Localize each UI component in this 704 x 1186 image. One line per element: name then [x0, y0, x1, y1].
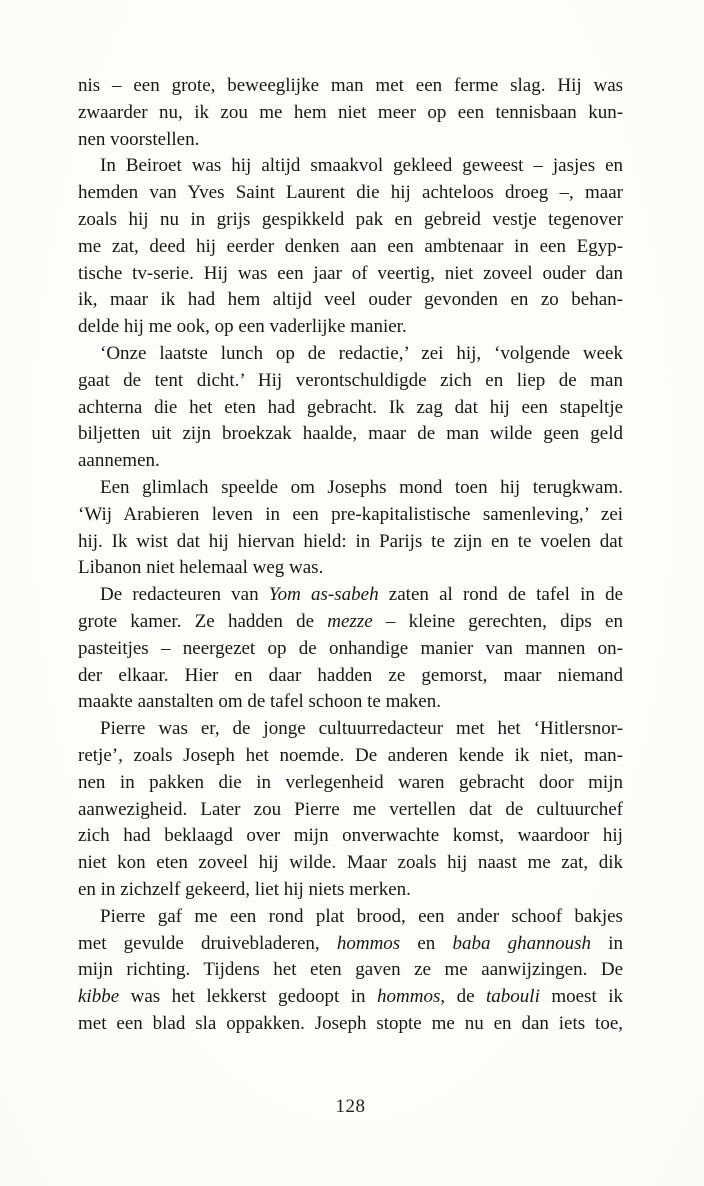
text-line: De redacteuren van Yom as-sabeh zaten al rond de tafel in de: [100, 584, 624, 606]
text-line: hij. Ik wist dat hij hiervan hield: in Parijs te zijn en te voelen dat: [78, 530, 623, 552]
text-line: zoals hij nu in grijs gespikkeld pak en gebreid vestje tegenover: [78, 208, 624, 230]
text-line: In Beiroet was hij altijd smaakvol gekleed geweest – jasjes en: [100, 155, 624, 177]
text-line: ‘Onze laatste lunch op de redactie,’ zei hij, ‘volgende week: [100, 342, 623, 364]
text-line: Pierre gaf me een rond plat brood, een ander schoof bakjes: [100, 905, 623, 927]
text-line: nen voorstellen.: [78, 128, 200, 150]
text-line: niet kon eten zoveel hij wilde. Maar zoals hij naast me zat, dik: [78, 852, 624, 874]
text-line: retje’, zoals Joseph het noemde. De anderen kende ik niet, man-: [78, 744, 624, 766]
page-number: 128: [335, 1096, 366, 1117]
text-line: gaat de tent dicht.’ Hij verontschuldigde zich en liep de man: [78, 369, 623, 391]
text-line: zich had beklaagd over mijn onverwachte komst, waardoor hij: [78, 825, 623, 847]
text-block: [78, 73, 623, 1038]
text-line: en in zichzelf gekeerd, liet hij niets merken.: [78, 878, 411, 900]
text-line: grote kamer. Ze hadden de mezze – kleine gerechten, dips en: [78, 610, 623, 632]
text-line: der elkaar. Hier en daar hadden ze gemorst, maar niemand: [78, 664, 624, 686]
text-line: delde hij me ook, op een vaderlijke manier.: [78, 316, 407, 338]
text-line: hemden van Yves Saint Laurent die hij achteloos droeg –, maar: [78, 182, 623, 204]
text-line: aanwezigheid. Later zou Pierre me vertellen dat de cultuurchef: [78, 798, 624, 820]
text-line: biljetten uit zijn broekzak haalde, maar de man wilde geen geld: [78, 423, 623, 445]
text-line: ‘Wij Arabieren leven in een pre-kapitalistische samenleving,’ zei: [78, 503, 624, 525]
text-line: Een glimlach speelde om Josephs mond toen hij terugkwam.: [100, 476, 623, 498]
text-line: maakte aanstalten om de tafel schoon te maken.: [78, 691, 441, 713]
text-line: Pierre was er, de jonge cultuurredacteur met het ‘Hitlersnor-: [100, 718, 623, 740]
text-line: nis – een grote, beweeglijke man met een ferme slag. Hij was: [78, 75, 624, 96]
text-line: met gevulde druivebladeren, hommos en baba ghannoush in: [78, 932, 623, 954]
text-line: mijn richting. Tijdens het eten gaven ze me aanwijzingen. De: [78, 959, 624, 981]
text-line: ik, maar ik had hem altijd veel ouder gevonden en zo behan-: [78, 289, 623, 311]
text-line: tische tv-serie. Hij was een jaar of veertig, niet zoveel ouder dan: [78, 262, 624, 284]
text-line: aannemen.: [78, 450, 160, 472]
text-line: zwaarder nu, ik zou me hem niet meer op een tennisbaan kun-: [78, 101, 624, 123]
text-line: achterna die het eten had gebracht. Ik zag dat hij een stapeltje: [78, 396, 624, 418]
text-line: pasteitjes – neergezet op de onhandige manier van mannen on-: [78, 637, 623, 659]
text-line: Libanon niet helemaal weg was.: [78, 557, 324, 579]
text-line: nen in pakken die in verlegenheid waren gebracht door mijn: [78, 771, 623, 793]
text-line: kibbe was het lekkerst gedoopt in hommos, de tabouli moest ik: [78, 986, 624, 1008]
text-line: me zat, deed hij eerder denken aan een ambtenaar in een Egyp-: [78, 235, 624, 257]
text-line: met een blad sla oppakken. Joseph stopte me nu en dan iets toe,: [78, 1012, 624, 1034]
